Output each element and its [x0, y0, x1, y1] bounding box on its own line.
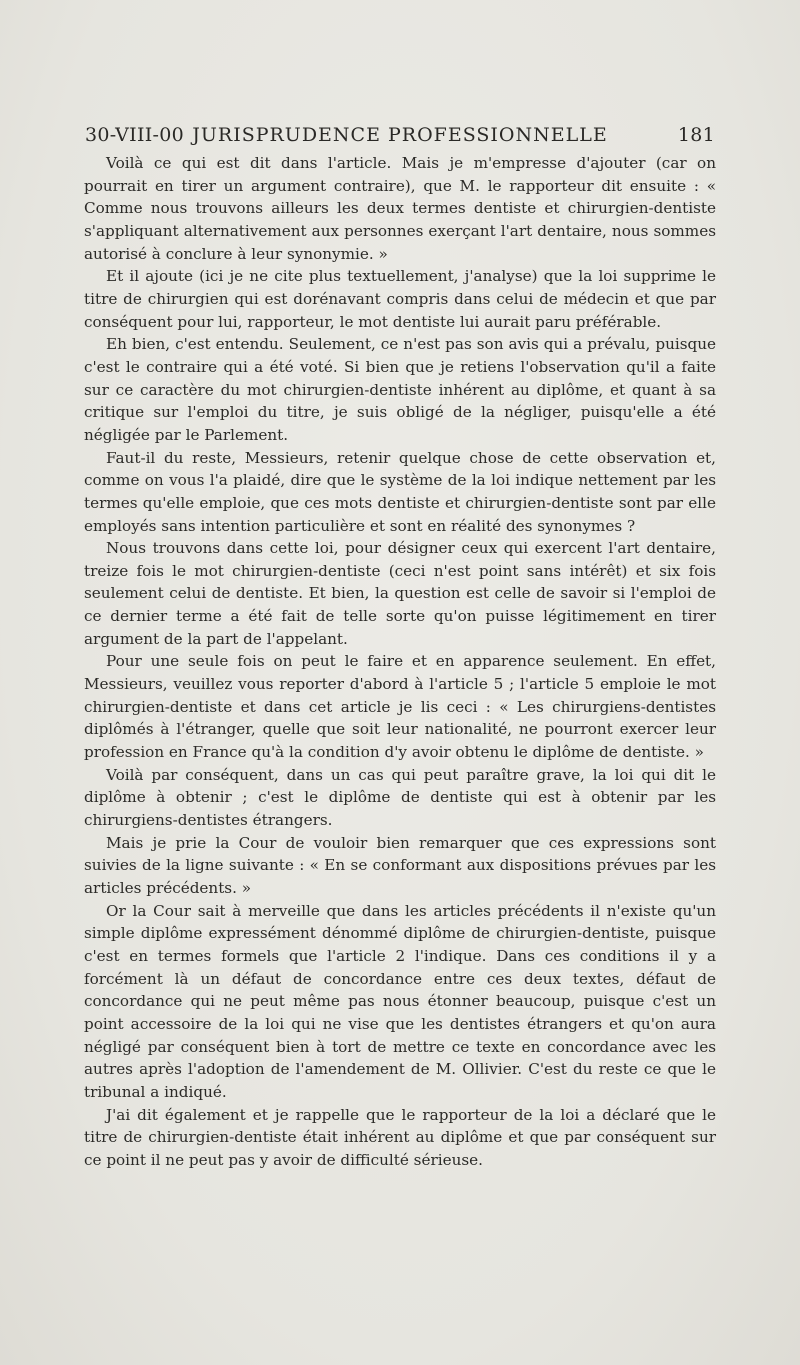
- paragraph: Mais je prie la Cour de vouloir bien remarquer que ces expressions sont suivies de la ligne suivante : « En se conformant aux dispositions prévues par les articles précédents. »: [84, 833, 716, 897]
- paragraph: Pour une seule fois on peut le faire et en apparence seulement. En effet, Messieurs, veuillez vous reporter d'abord à l'article 5 ; l'article 5 emploie le mot chirurgien-dentiste et dans cet article je lis ceci : « Les chirurgiens-dentistes diplômés à l'étranger, quelle que soit leur nationalité, ne pourront exercer leur profession en France qu'à la condition d'y avoir obtenu le diplôme de dentiste. »: [84, 652, 716, 762]
- body-text: [84, 152, 716, 1172]
- page-number: 181: [677, 124, 715, 146]
- paragraph: Eh bien, c'est entendu. Seulement, ce n'est pas son avis qui a prévalu, puisque c'est le contraire qui a été voté. Si bien que je retiens l'observation qu'il a faite sur ce caractère du mot chirurgien-dentiste inhérent au diplôme, et quant à sa critique sur l'emploi du titre, je suis obligé de la négliger, puisqu'elle a été négligée par le Parlement.: [84, 335, 716, 444]
- paragraph: Et il ajoute (ici je ne cite plus textuellement, j'analyse) que la loi supprime le titre de chirurgien qui est dorénavant compris dans celui de médecin et que par conséquent pour lui, rapporteur, le mot dentiste lui aurait paru préférable.: [84, 267, 716, 331]
- running-header: [85, 124, 715, 152]
- running-date: 30-VIII-00: [85, 124, 185, 146]
- paragraph: Or la Cour sait à merveille que dans les articles précédents il n'existe qu'un simple diplôme expressément dénommé diplôme de chirurgien-dentiste, puisque c'est en termes formels que l'article 2 l'indique. Dans ces conditions il y a forcément là un défaut de concordance entre ces deux textes, défaut de concordance qui ne peut même pas nous étonner beaucoup, puisque c'est un point accessoire de la loi qui ne vise que les dentistes étrangers et qu'on aura négligé par conséquent bien à tort de mettre ce texte en concordance avec les autres après l'adoption de l'amendement de M. Ollivier. C'est du reste ce que le tribunal a indiqué.: [84, 901, 716, 1101]
- paragraph: Voilà ce qui est dit dans l'article. Mais je m'empresse d'ajouter (car on pourrait en tirer un argument contraire), que M. le rapporteur dit ensuite : « Comme nous trouvons ailleurs les deux termes dentiste et chirurgien-dentiste s'appliquant alternativement aux personnes exerçant l'art dentaire, nous sommes autorisé à conclure à leur synonymie. »: [84, 154, 716, 263]
- paragraph: Nous trouvons dans cette loi, pour désigner ceux qui exercent l'art dentaire, treize fois le mot chirurgien-dentiste (ceci n'est point sans intérêt) et six fois seulement celui de dentiste. Et bien, la question est celle de savoir si l'emploi de ce dernier terme a été fait de telle sorte qu'on puisse légitimement en tirer argument de la part de l'appelant.: [84, 539, 716, 648]
- paragraph: Faut-il du reste, Messieurs, retenir quelque chose de cette observation et, comme on vous l'a plaidé, dire que le système de la loi indique nettement par les termes qu'elle emploie, que ces mots dentiste et chirurgien-dentiste sont par elle employés sans intention particulière et sont en réalité des synonymes ?: [84, 448, 716, 535]
- paragraph: J'ai dit également et je rappelle que le rapporteur de la loi a déclaré que le titre de chirurgien-dentiste était inhérent au diplôme et que par conséquent sur ce point il ne peut pas y avoir de difficulté sérieuse.: [84, 1105, 716, 1169]
- running-title: JURISPRUDENCE PROFESSIONNELLE: [192, 124, 608, 146]
- paragraph: Voilà par conséquent, dans un cas qui peut paraître grave, la loi qui dit le diplôme à obtenir ; c'est le diplôme de dentiste qui est à obtenir par les chirurgiens-dentistes étrangers.: [84, 765, 716, 830]
